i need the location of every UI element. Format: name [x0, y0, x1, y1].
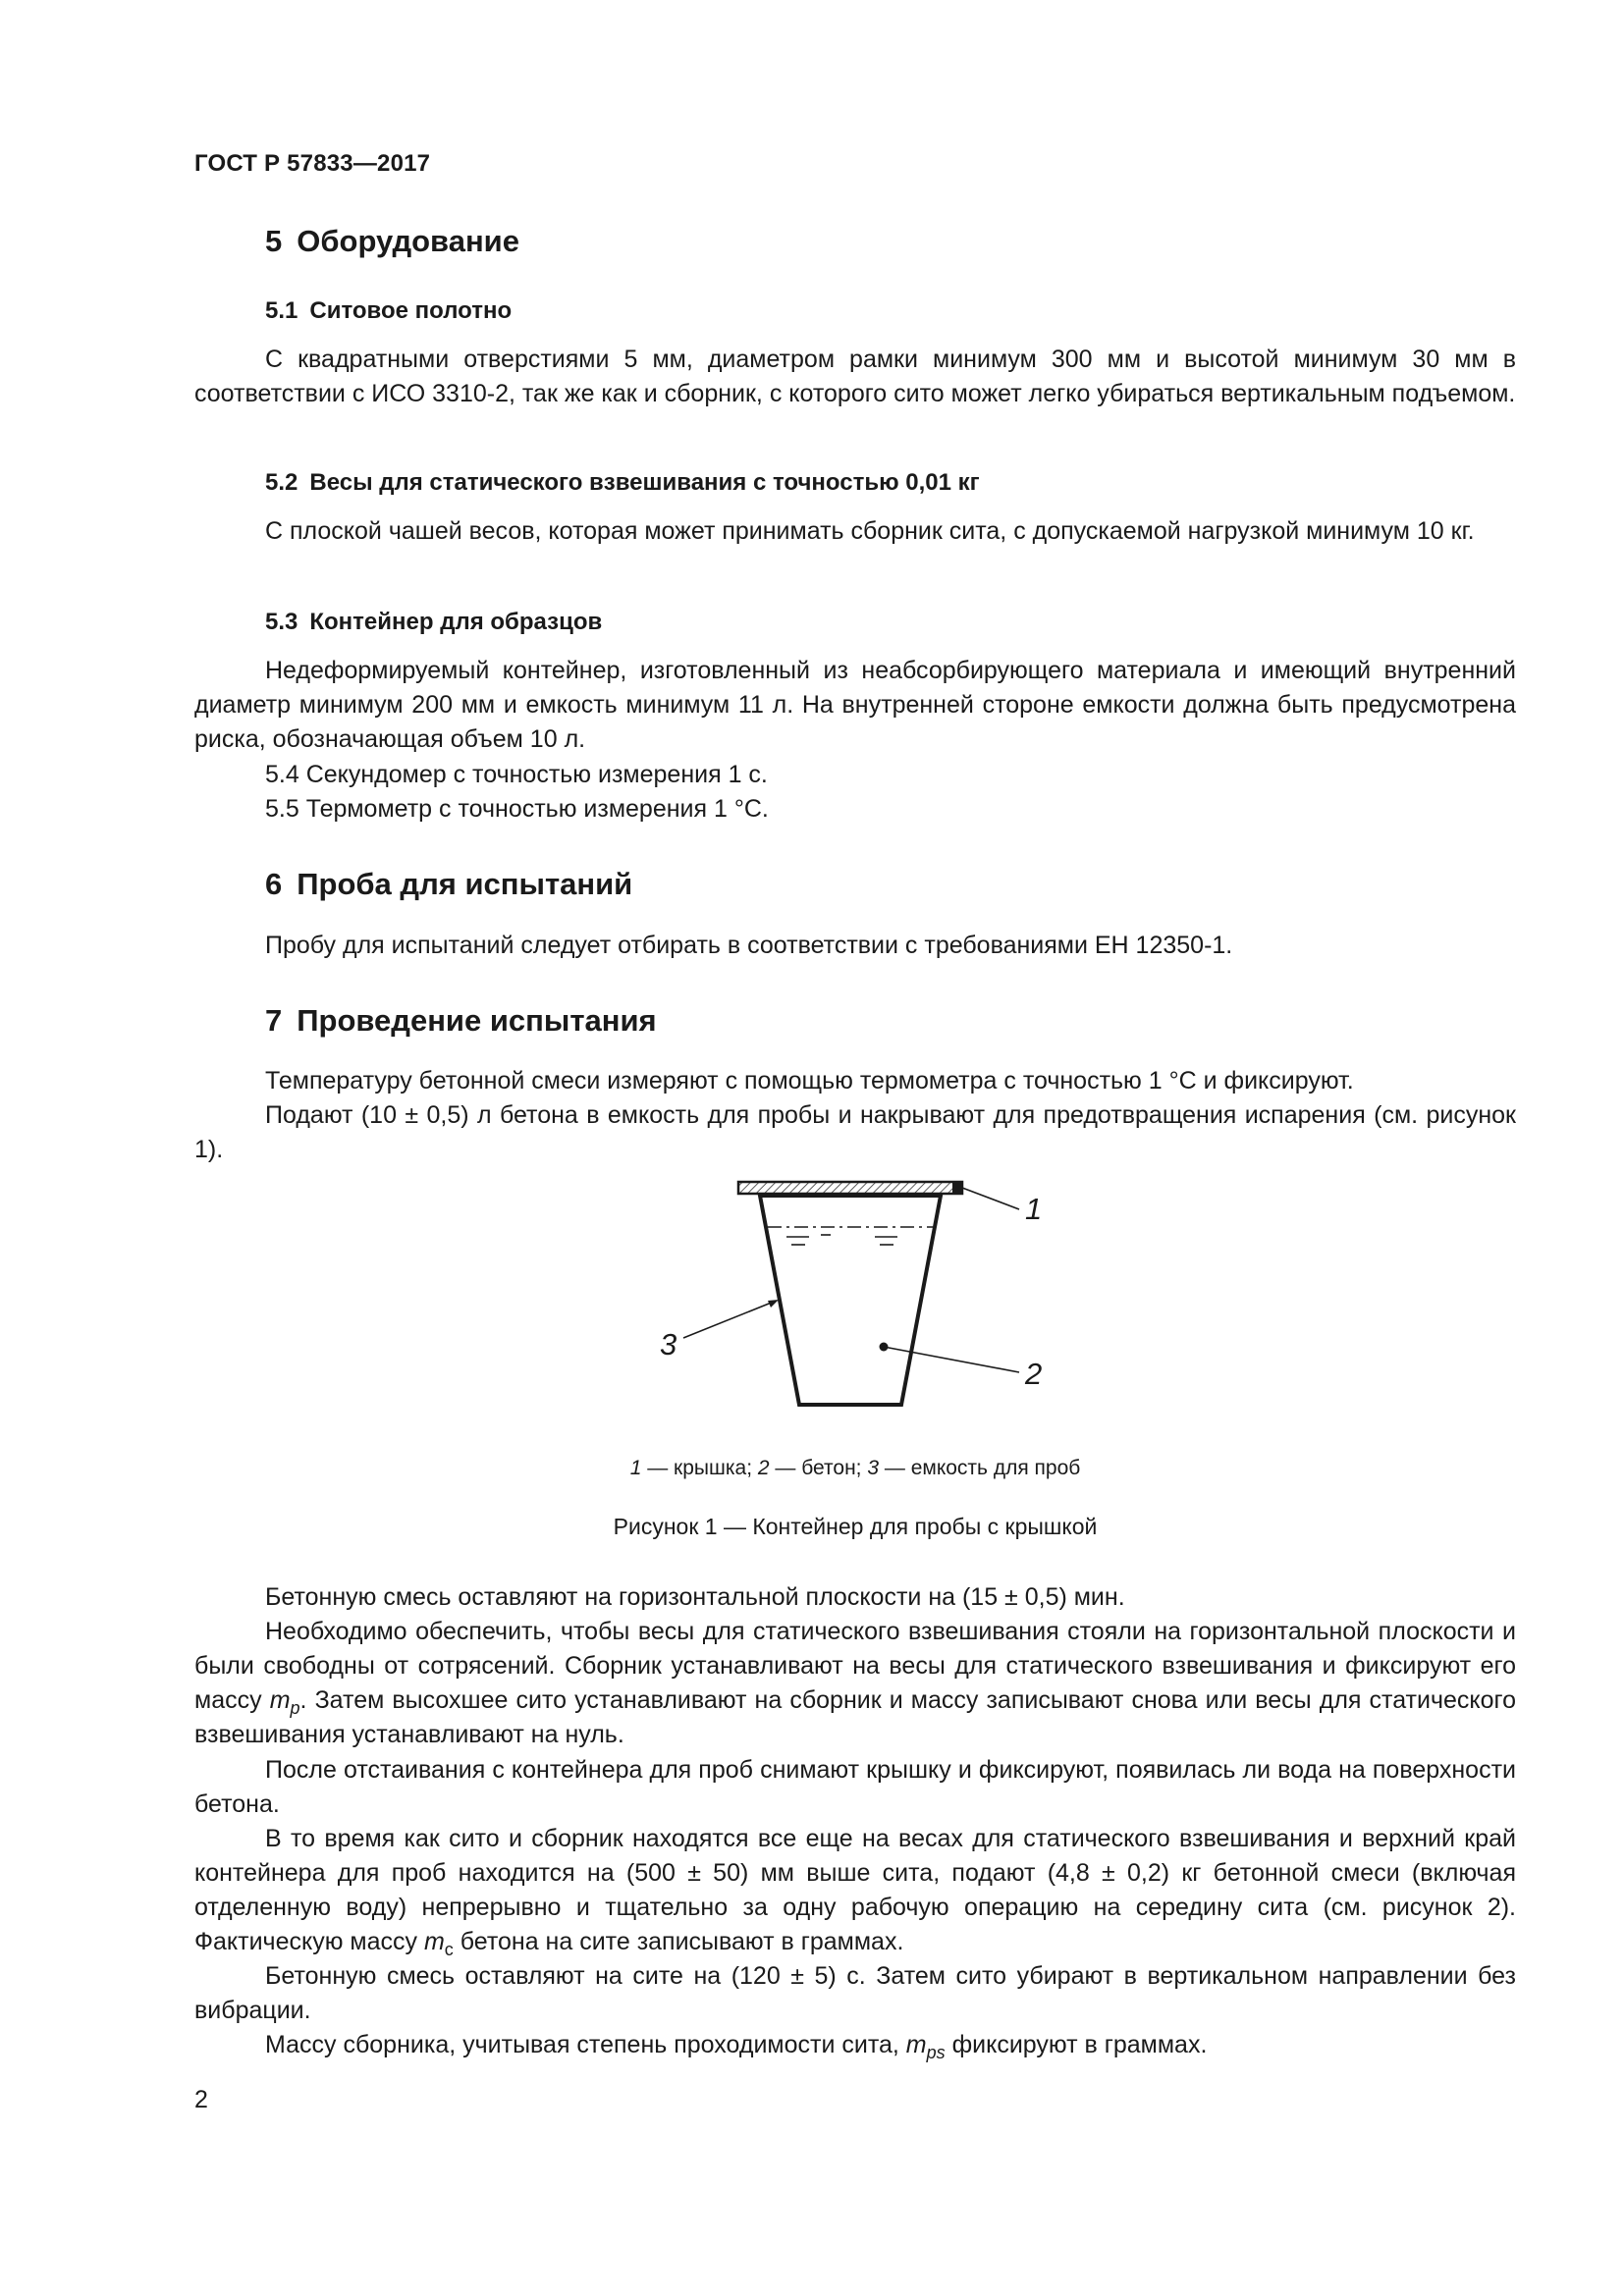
- section-5-title: Оборудование: [297, 224, 519, 258]
- mass-symbol-mc: m: [423, 1928, 445, 1955]
- figure-1-legend: [194, 1457, 1516, 1480]
- section-6-number: 6: [265, 867, 283, 901]
- mass-symbol-mp: m: [269, 1686, 291, 1714]
- subsection-5-3-heading: [265, 609, 602, 636]
- legend-num-1: 1: [629, 1457, 642, 1479]
- leader-arrow-3: [768, 1300, 779, 1308]
- subsection-5-1-heading: [265, 297, 512, 325]
- section-6-title: Проба для испытаний: [297, 867, 633, 901]
- section-7-heading: [265, 1003, 657, 1039]
- paragraph-7-3: Бетонную смесь оставляют на горизонтальной плоскости на (15 ± 0,5) мин.: [265, 1583, 1125, 1611]
- document-id: ГОСТ Р 57833—2017: [194, 150, 431, 177]
- subsection-5-3-number: 5.3: [265, 609, 298, 635]
- figure-1: [624, 1166, 1096, 1419]
- lid-shape: [738, 1182, 962, 1194]
- paragraph-5-2: С плоской чашей весов, которая может принимать сборник сита, с допускаемой нагрузкой минимум 10 кг.: [265, 517, 1475, 545]
- legend-text-1: — крышка;: [641, 1457, 758, 1479]
- leader-line-2: [884, 1347, 1019, 1372]
- leader-line-3: [683, 1302, 774, 1338]
- mass-subscript-p: [291, 1698, 300, 1718]
- paragraph-7-4-part-a: Необходимо обеспечить, чтобы весы для статического взвешивания стояли на горизонтальной плоскости и были свободны от сотрясений. Сборник устанавливают на весы для статического взвешивания и фиксируют его массу: [194, 1618, 1516, 1714]
- concrete-point: [880, 1343, 889, 1352]
- section-6-heading: [265, 867, 632, 902]
- mass-subscript-ps: [927, 2043, 946, 2062]
- container-drawing: [624, 1166, 1096, 1419]
- legend-text-2: — бетон;: [769, 1457, 868, 1479]
- paragraph-5-1: С квадратными отверстиями 5 мм, диаметром рамки минимум 300 мм и высотой минимум 30 мм в соответствии с ИСО 3310-2, так же как и сборник, с которого сито может легко убираться вертикальным подъемом.: [194, 346, 1516, 407]
- section-7-title: Проведение испытания: [297, 1003, 657, 1038]
- paragraph-7-8-part-b: фиксируют в граммах.: [945, 2031, 1208, 2058]
- section-5-number: 5: [265, 224, 283, 258]
- paragraph-7-8: [194, 2028, 1516, 2062]
- section-5-heading: [265, 224, 519, 259]
- figure-label-3: 3: [660, 1327, 677, 1362]
- mass-subscript-ps-text: ps: [926, 2043, 946, 2062]
- paragraph-7-4-part-b: . Затем высохшее сито устанавливают на сборник и массу записывают снова или весы для статического взвешивания устанавливают на нуль.: [194, 1686, 1516, 1748]
- paragraph-7-6-part-a: В то время как сито и сборник находятся все еще на весах для статического взвешивания и верхний край контейнера для проб находится на (500 ± 50) мм выше сита, подают (4,8 ± 0,2) кг бетонной смеси (включая отделенную воду) непрерывно и тщательно за одну рабочую операцию на середину сита (см. рисунок 2). Фактическую массу: [194, 1825, 1516, 1955]
- leader-line-1: [962, 1188, 1019, 1209]
- section-7-number: 7: [265, 1003, 283, 1038]
- paragraph-7-5: После отстаивания с контейнера для проб снимают крышку и фиксируют, появилась ли вода на поверхности бетона.: [194, 1756, 1516, 1818]
- paragraph-5-3: Недеформируемый контейнер, изготовленный из неабсорбирующего материала и имеющий внутренний диаметр минимум 200 мм и емкость минимум 11 л. На внутренней стороне емкости должна быть предусмотрена риска, обозначающая объем 10 л.: [194, 657, 1516, 753]
- paragraph-7-6: [194, 1822, 1516, 1959]
- paragraph-7-7: Бетонную смесь оставляют на сите на (120 ± 5) с. Затем сито убирают в вертикальном направлении без вибрации.: [194, 1962, 1516, 2024]
- subsection-5-2-title: Весы для статического взвешивания с точностью 0,01 кг: [309, 469, 980, 496]
- paragraph-7-8-part-a: Массу сборника, учитывая степень проходимости сита,: [265, 2031, 906, 2058]
- subsection-5-2-number: 5.2: [265, 469, 298, 496]
- mass-symbol-mps: m: [905, 2031, 927, 2058]
- figure-label-2: 2: [1025, 1357, 1043, 1391]
- subsection-5-1-number: 5.1: [265, 297, 298, 324]
- subsection-5-3-title: Контейнер для образцов: [309, 609, 603, 635]
- legend-text-3: — емкость для проб: [879, 1457, 1081, 1479]
- mass-subscript-c: c: [444, 1940, 454, 1959]
- subsection-5-1-title: Ситовое полотно: [309, 297, 513, 324]
- paragraph-7-6-part-b: бетона на сите записывают в граммах.: [453, 1928, 904, 1955]
- paragraph-7-1: Температуру бетонной смеси измеряют с помощью термометра с точностью 1 °С и фиксируют.: [265, 1067, 1354, 1095]
- legend-num-2: 2: [757, 1457, 770, 1479]
- paragraph-7-4: [194, 1615, 1516, 1752]
- paragraph-7-2: Подают (10 ± 0,5) л бетона в емкость для пробы и накрывают для предотвращения испарения (см. рисунок 1).: [194, 1101, 1516, 1163]
- mass-subscript-p-text: p: [290, 1698, 300, 1718]
- figure-label-1: 1: [1025, 1192, 1043, 1226]
- legend-num-3: 3: [867, 1457, 880, 1479]
- page-number: 2: [194, 2086, 208, 2113]
- paragraph-5-4: 5.4 Секундомер с точностью измерения 1 с.: [265, 761, 768, 788]
- paragraph-6: Пробу для испытаний следует отбирать в соответствии с требованиями ЕН 12350-1.: [265, 932, 1233, 959]
- water-level-marks: [768, 1227, 933, 1245]
- paragraph-5-5: 5.5 Термометр с точностью измерения 1 °С.: [265, 795, 769, 823]
- lid-edge-shape: [952, 1182, 962, 1194]
- figure-1-caption: Рисунок 1 — Контейнер для пробы с крышкой: [613, 1514, 1098, 1539]
- subsection-5-2-heading: [265, 469, 980, 497]
